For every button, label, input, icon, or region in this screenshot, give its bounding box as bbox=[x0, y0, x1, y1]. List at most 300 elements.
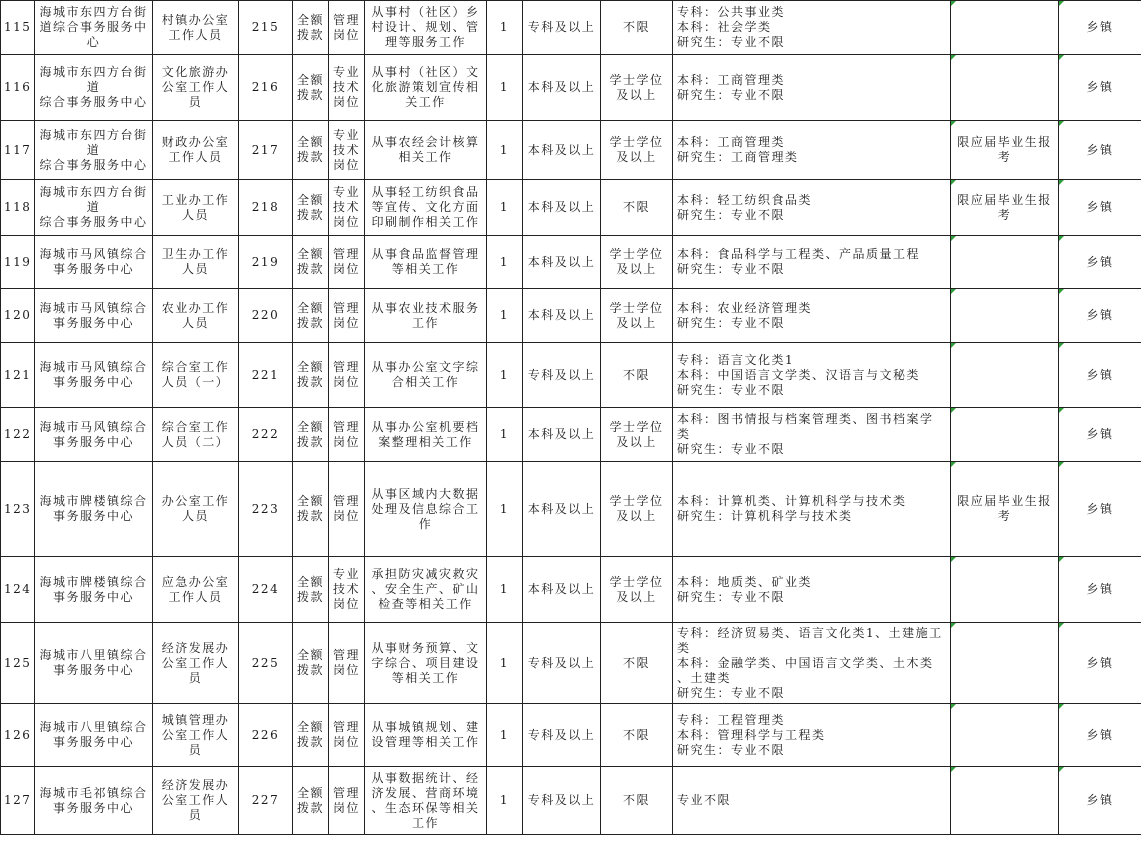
row-number-cell[interactable] bbox=[1, 55, 35, 121]
major-line: 研究生：专业不限 bbox=[677, 315, 786, 330]
education-text: 专科及以上 bbox=[527, 655, 596, 670]
unit-cell[interactable] bbox=[35, 767, 153, 835]
location-cell[interactable] bbox=[1059, 121, 1141, 180]
duty-cell[interactable] bbox=[365, 289, 487, 343]
position-code-cell[interactable] bbox=[239, 557, 293, 623]
funding-cell[interactable] bbox=[293, 55, 329, 121]
other-conditions-cell[interactable] bbox=[951, 557, 1059, 623]
education-text: 专科及以上 bbox=[527, 727, 596, 742]
unit-cell[interactable] bbox=[35, 704, 153, 767]
position-code-cell[interactable] bbox=[239, 623, 293, 704]
duty-line: 工作 bbox=[411, 815, 439, 830]
degree-cell[interactable] bbox=[601, 623, 673, 704]
position-code-text: 219 bbox=[251, 254, 280, 269]
duty-line: 化旅游策划宣传相 bbox=[371, 80, 480, 94]
position-cell[interactable] bbox=[153, 767, 239, 835]
position-code-text: 217 bbox=[251, 142, 280, 157]
education-text: 本科及以上 bbox=[527, 582, 596, 596]
degree-cell[interactable] bbox=[601, 408, 673, 462]
category-cell[interactable] bbox=[329, 289, 365, 343]
position-line: 卫生办工作 bbox=[161, 247, 230, 261]
headcount-cell[interactable] bbox=[487, 408, 523, 462]
major-cell[interactable] bbox=[673, 55, 951, 121]
other-conditions-cell[interactable] bbox=[951, 289, 1059, 343]
headcount-cell[interactable] bbox=[487, 623, 523, 704]
major-line: 类 bbox=[677, 427, 691, 441]
education-cell[interactable] bbox=[523, 408, 601, 462]
location-text: 乡镇 bbox=[1086, 582, 1114, 596]
row-number-cell[interactable] bbox=[1, 121, 35, 180]
position-line: 农业办工作 bbox=[161, 300, 230, 315]
major-cell[interactable] bbox=[673, 623, 951, 704]
funding-line: 全额 bbox=[296, 135, 324, 149]
location-cell[interactable] bbox=[1059, 289, 1141, 343]
education-cell[interactable] bbox=[523, 236, 601, 289]
degree-line: 学士学位 bbox=[609, 72, 664, 87]
position-cell[interactable] bbox=[153, 55, 239, 121]
position-code-cell[interactable] bbox=[239, 180, 293, 236]
row-number-cell[interactable] bbox=[1, 767, 35, 835]
headcount-cell[interactable] bbox=[487, 462, 523, 557]
position-line: 员 bbox=[188, 95, 203, 109]
education-cell[interactable] bbox=[523, 180, 601, 236]
education-text: 专科及以上 bbox=[527, 367, 596, 382]
unit-line: 海城市马风镇综合 bbox=[39, 300, 148, 315]
degree-line: 不限 bbox=[622, 655, 650, 670]
other-conditions-line: 限应届毕业生报 bbox=[957, 135, 1052, 149]
degree-line: 学士学位 bbox=[609, 494, 664, 508]
education-cell[interactable] bbox=[523, 557, 601, 623]
position-cell[interactable] bbox=[153, 236, 239, 289]
funding-cell[interactable] bbox=[293, 767, 329, 835]
education-text: 专科及以上 bbox=[527, 793, 596, 807]
major-cell[interactable] bbox=[673, 408, 951, 462]
table-row bbox=[1, 289, 1141, 343]
other-conditions-cell[interactable] bbox=[951, 408, 1059, 462]
location-text: 乡镇 bbox=[1086, 793, 1114, 807]
position-code-cell[interactable] bbox=[239, 121, 293, 180]
unit-line: 事务服务中心 bbox=[52, 589, 134, 604]
row-number-text: 119 bbox=[4, 254, 32, 269]
table-row bbox=[1, 767, 1141, 835]
funding-cell[interactable] bbox=[293, 1, 329, 55]
duty-line: 从事村（社区）文 bbox=[371, 65, 480, 79]
table-row bbox=[1, 557, 1141, 623]
funding-cell[interactable] bbox=[293, 462, 329, 557]
category-cell[interactable] bbox=[329, 121, 365, 180]
position-code-cell[interactable] bbox=[239, 462, 293, 557]
unit-line: 道综合事务服务中 bbox=[39, 20, 148, 34]
education-cell[interactable] bbox=[523, 704, 601, 767]
funding-line: 拨款 bbox=[296, 375, 324, 389]
degree-cell[interactable] bbox=[601, 55, 673, 121]
education-text: 本科及以上 bbox=[527, 80, 596, 94]
category-cell[interactable] bbox=[329, 55, 365, 121]
category-line: 岗位 bbox=[332, 735, 360, 749]
duty-line: 从事办公室机要档 bbox=[371, 419, 480, 434]
unit-line: 海城市东四方台街 bbox=[39, 185, 148, 199]
degree-line: 学士学位 bbox=[609, 247, 664, 261]
unit-line: 事务服务中心 bbox=[52, 663, 134, 677]
headcount-text: 1 bbox=[499, 793, 510, 807]
duty-cell[interactable] bbox=[365, 55, 487, 121]
row-number-cell[interactable] bbox=[1, 623, 35, 704]
degree-cell[interactable] bbox=[601, 767, 673, 835]
duty-line: 从事数据统计、经 bbox=[371, 770, 480, 785]
major-line: 专科：经济贸易类、语言文化类1、土建施工 bbox=[677, 625, 943, 640]
unit-cell[interactable] bbox=[35, 289, 153, 343]
other-conditions-cell[interactable] bbox=[951, 343, 1059, 408]
major-line: 研究生：计算机科学与技术类 bbox=[677, 509, 853, 523]
position-cell[interactable] bbox=[153, 623, 239, 704]
funding-line: 全额 bbox=[296, 12, 324, 27]
major-line: 专科：工程管理类 bbox=[677, 712, 786, 727]
position-line: 应急办公室 bbox=[161, 574, 230, 589]
location-cell[interactable] bbox=[1059, 180, 1141, 236]
category-line: 技术 bbox=[332, 582, 360, 596]
position-line: 人员 bbox=[181, 207, 209, 222]
location-cell[interactable] bbox=[1059, 55, 1141, 121]
education-cell[interactable] bbox=[523, 289, 601, 343]
unit-line: 道 bbox=[86, 142, 101, 157]
major-line: 本科：食品科学与工程类、产品质量工程 bbox=[677, 247, 921, 261]
major-cell[interactable] bbox=[673, 236, 951, 289]
position-line: 公室工作人 bbox=[161, 793, 230, 807]
degree-cell[interactable] bbox=[601, 704, 673, 767]
row-number-text: 122 bbox=[4, 427, 32, 441]
duty-cell[interactable] bbox=[365, 704, 487, 767]
row-number-cell[interactable] bbox=[1, 704, 35, 767]
position-code-text: 220 bbox=[251, 308, 280, 322]
unit-cell[interactable] bbox=[35, 121, 153, 180]
position-code-cell[interactable] bbox=[239, 408, 293, 462]
degree-line: 及以上 bbox=[616, 509, 657, 523]
location-cell[interactable] bbox=[1059, 343, 1141, 408]
major-cell[interactable] bbox=[673, 180, 951, 236]
funding-line: 全额 bbox=[296, 785, 324, 800]
row-number-cell[interactable] bbox=[1, 289, 35, 343]
major-line: 研究生：工商管理类 bbox=[677, 150, 799, 164]
category-line: 管理 bbox=[332, 720, 360, 734]
education-text: 本科及以上 bbox=[527, 427, 596, 441]
major-cell[interactable] bbox=[673, 289, 951, 343]
category-cell[interactable] bbox=[329, 180, 365, 236]
row-number-text: 120 bbox=[4, 308, 32, 322]
table-row bbox=[1, 121, 1141, 180]
location-cell[interactable] bbox=[1059, 557, 1141, 623]
major-line: 专科：公共事业类 bbox=[677, 5, 786, 19]
unit-line: 综合事务服务中心 bbox=[39, 157, 148, 172]
education-cell[interactable] bbox=[523, 623, 601, 704]
major-line: 专业不限 bbox=[677, 793, 732, 807]
duty-line: 合相关工作 bbox=[391, 375, 460, 389]
unit-line: 综合事务服务中心 bbox=[39, 215, 148, 229]
other-conditions-cell[interactable] bbox=[951, 462, 1059, 557]
education-cell[interactable] bbox=[523, 767, 601, 835]
duty-line: 承担防灾减灾救灾 bbox=[371, 567, 480, 581]
position-code-text: 221 bbox=[251, 367, 280, 382]
funding-cell[interactable] bbox=[293, 623, 329, 704]
position-code-cell[interactable] bbox=[239, 767, 293, 835]
unit-cell[interactable] bbox=[35, 55, 153, 121]
category-line: 管理 bbox=[332, 494, 360, 508]
position-cell[interactable] bbox=[153, 557, 239, 623]
category-cell[interactable] bbox=[329, 557, 365, 623]
other-conditions-cell[interactable] bbox=[951, 55, 1059, 121]
education-text: 本科及以上 bbox=[527, 501, 596, 516]
row-number-text: 116 bbox=[4, 80, 32, 94]
other-conditions-cell[interactable] bbox=[951, 623, 1059, 704]
unit-line: 事务服务中心 bbox=[52, 375, 134, 389]
other-conditions-cell[interactable] bbox=[951, 180, 1059, 236]
other-conditions-cell[interactable] bbox=[951, 767, 1059, 835]
row-number-cell[interactable] bbox=[1, 1, 35, 55]
location-text: 乡镇 bbox=[1086, 308, 1114, 322]
headcount-cell[interactable] bbox=[487, 704, 523, 767]
degree-line: 及以上 bbox=[616, 87, 657, 102]
degree-cell[interactable] bbox=[601, 557, 673, 623]
education-cell[interactable] bbox=[523, 343, 601, 408]
unit-line: 海城市八里镇综合 bbox=[39, 648, 148, 662]
position-line: 人员（一） bbox=[161, 375, 230, 389]
duty-line: 作 bbox=[418, 516, 433, 531]
position-code-text: 222 bbox=[251, 427, 280, 441]
headcount-cell[interactable] bbox=[487, 557, 523, 623]
position-code-cell[interactable] bbox=[239, 343, 293, 408]
position-line: 公室工作人 bbox=[161, 727, 230, 742]
position-code-text: 215 bbox=[251, 20, 280, 34]
unit-cell[interactable] bbox=[35, 623, 153, 704]
position-code-cell[interactable] bbox=[239, 236, 293, 289]
category-cell[interactable] bbox=[329, 236, 365, 289]
headcount-cell[interactable] bbox=[487, 180, 523, 236]
position-line: 工作人员 bbox=[168, 589, 223, 604]
category-cell[interactable] bbox=[329, 462, 365, 557]
position-code-cell[interactable] bbox=[239, 55, 293, 121]
education-cell[interactable] bbox=[523, 1, 601, 55]
unit-cell[interactable] bbox=[35, 557, 153, 623]
position-cell[interactable] bbox=[153, 408, 239, 462]
position-line: 人员 bbox=[181, 509, 209, 523]
position-cell[interactable] bbox=[153, 180, 239, 236]
unit-cell[interactable] bbox=[35, 343, 153, 408]
other-conditions-line: 限应届毕业生报 bbox=[957, 494, 1052, 508]
major-cell[interactable] bbox=[673, 704, 951, 767]
category-line: 管理 bbox=[332, 12, 360, 27]
unit-cell[interactable] bbox=[35, 180, 153, 236]
position-cell[interactable] bbox=[153, 704, 239, 767]
funding-cell[interactable] bbox=[293, 408, 329, 462]
major-cell[interactable] bbox=[673, 121, 951, 180]
education-cell[interactable] bbox=[523, 55, 601, 121]
headcount-cell[interactable] bbox=[487, 289, 523, 343]
headcount-text: 1 bbox=[499, 200, 510, 214]
table-row bbox=[1, 704, 1141, 767]
funding-cell[interactable] bbox=[293, 121, 329, 180]
duty-cell[interactable] bbox=[365, 462, 487, 557]
funding-cell[interactable] bbox=[293, 180, 329, 236]
unit-cell[interactable] bbox=[35, 408, 153, 462]
education-text: 本科及以上 bbox=[527, 142, 596, 157]
duty-cell[interactable] bbox=[365, 121, 487, 180]
position-line: 经济发展办 bbox=[161, 640, 230, 655]
headcount-text: 1 bbox=[499, 254, 510, 269]
category-line: 专业 bbox=[332, 567, 360, 581]
duty-cell[interactable] bbox=[365, 408, 487, 462]
category-cell[interactable] bbox=[329, 623, 365, 704]
funding-line: 拨款 bbox=[296, 27, 324, 42]
duty-cell[interactable] bbox=[365, 1, 487, 55]
degree-line: 学士学位 bbox=[609, 419, 664, 434]
position-cell[interactable] bbox=[153, 462, 239, 557]
other-conditions-cell[interactable] bbox=[951, 236, 1059, 289]
category-line: 管理 bbox=[332, 300, 360, 315]
other-conditions-cell[interactable] bbox=[951, 121, 1059, 180]
position-code-text: 224 bbox=[251, 582, 280, 596]
funding-cell[interactable] bbox=[293, 236, 329, 289]
duty-cell[interactable] bbox=[365, 180, 487, 236]
row-number-cell[interactable] bbox=[1, 408, 35, 462]
position-cell[interactable] bbox=[153, 121, 239, 180]
row-number-cell[interactable] bbox=[1, 180, 35, 236]
funding-line: 拨款 bbox=[296, 87, 324, 102]
row-number-cell[interactable] bbox=[1, 557, 35, 623]
row-number-cell[interactable] bbox=[1, 462, 35, 557]
major-cell[interactable] bbox=[673, 557, 951, 623]
row-number-cell[interactable] bbox=[1, 343, 35, 408]
degree-cell[interactable] bbox=[601, 180, 673, 236]
location-cell[interactable] bbox=[1059, 704, 1141, 767]
degree-cell[interactable] bbox=[601, 121, 673, 180]
funding-line: 全额 bbox=[296, 192, 324, 207]
location-cell[interactable] bbox=[1059, 462, 1141, 557]
duty-line: 村设计、规划、管 bbox=[371, 20, 480, 34]
category-line: 技术 bbox=[332, 142, 360, 157]
position-code-cell[interactable] bbox=[239, 1, 293, 55]
headcount-cell[interactable] bbox=[487, 343, 523, 408]
location-cell[interactable] bbox=[1059, 767, 1141, 835]
education-cell[interactable] bbox=[523, 462, 601, 557]
major-line: 研究生：专业不限 bbox=[677, 35, 786, 49]
education-text: 本科及以上 bbox=[527, 308, 596, 322]
row-number-cell[interactable] bbox=[1, 236, 35, 289]
unit-cell[interactable] bbox=[35, 462, 153, 557]
category-cell[interactable] bbox=[329, 343, 365, 408]
major-cell[interactable] bbox=[673, 767, 951, 835]
unit-line: 综合事务服务中心 bbox=[39, 95, 148, 109]
funding-cell[interactable] bbox=[293, 289, 329, 343]
headcount-text: 1 bbox=[499, 427, 510, 441]
degree-line: 及以上 bbox=[616, 589, 657, 604]
position-code-text: 227 bbox=[251, 793, 280, 807]
funding-line: 拨款 bbox=[296, 262, 324, 276]
duty-line: 关工作 bbox=[405, 95, 446, 109]
position-line: 员 bbox=[188, 670, 203, 685]
headcount-cell[interactable] bbox=[487, 767, 523, 835]
position-cell[interactable] bbox=[153, 289, 239, 343]
other-conditions-cell[interactable] bbox=[951, 704, 1059, 767]
unit-line: 海城市马风镇综合 bbox=[39, 360, 148, 374]
degree-cell[interactable] bbox=[601, 343, 673, 408]
row-number-text: 127 bbox=[4, 793, 32, 807]
funding-line: 拨款 bbox=[296, 800, 324, 815]
position-line: 文化旅游办 bbox=[161, 65, 230, 79]
position-cell[interactable] bbox=[153, 1, 239, 55]
major-line: 研究生：专业不限 bbox=[677, 207, 786, 222]
unit-cell[interactable] bbox=[35, 236, 153, 289]
category-line: 岗位 bbox=[332, 800, 360, 815]
major-line: 本科：工商管理类 bbox=[677, 135, 786, 149]
duty-cell[interactable] bbox=[365, 557, 487, 623]
position-line: 综合室工作 bbox=[161, 419, 230, 434]
category-line: 管理 bbox=[332, 648, 360, 662]
table-row bbox=[1, 55, 1141, 121]
category-line: 岗位 bbox=[332, 434, 360, 449]
category-cell[interactable] bbox=[329, 767, 365, 835]
major-cell[interactable] bbox=[673, 462, 951, 557]
position-code-cell[interactable] bbox=[239, 704, 293, 767]
unit-line: 海城市东四方台街 bbox=[39, 5, 148, 19]
unit-line: 事务服务中心 bbox=[52, 315, 134, 330]
degree-line: 学士学位 bbox=[609, 300, 664, 315]
other-conditions-cell[interactable] bbox=[951, 1, 1059, 55]
major-line: 专科：语言文化类1 bbox=[677, 352, 795, 367]
headcount-cell[interactable] bbox=[487, 55, 523, 121]
duty-line: 案整理相关工作 bbox=[378, 434, 473, 449]
location-cell[interactable] bbox=[1059, 236, 1141, 289]
headcount-text: 1 bbox=[499, 142, 510, 157]
category-cell[interactable] bbox=[329, 1, 365, 55]
headcount-cell[interactable] bbox=[487, 121, 523, 180]
duty-cell[interactable] bbox=[365, 767, 487, 835]
degree-cell[interactable] bbox=[601, 462, 673, 557]
location-cell[interactable] bbox=[1059, 623, 1141, 704]
category-cell[interactable] bbox=[329, 704, 365, 767]
table-row bbox=[1, 343, 1141, 408]
degree-cell[interactable] bbox=[601, 289, 673, 343]
category-line: 专业 bbox=[332, 127, 360, 142]
duty-cell[interactable] bbox=[365, 623, 487, 704]
location-cell[interactable] bbox=[1059, 408, 1141, 462]
duty-line: 检查等相关工作 bbox=[378, 597, 473, 611]
duty-cell[interactable] bbox=[365, 236, 487, 289]
funding-line: 拨款 bbox=[296, 589, 324, 604]
headcount-text: 1 bbox=[499, 80, 510, 94]
funding-line: 拨款 bbox=[296, 315, 324, 330]
degree-cell[interactable] bbox=[601, 1, 673, 55]
funding-cell[interactable] bbox=[293, 557, 329, 623]
duty-cell[interactable] bbox=[365, 343, 487, 408]
unit-line: 海城市东四方台街 bbox=[39, 65, 148, 79]
category-cell[interactable] bbox=[329, 408, 365, 462]
position-code-cell[interactable] bbox=[239, 289, 293, 343]
education-cell[interactable] bbox=[523, 121, 601, 180]
location-cell[interactable] bbox=[1059, 1, 1141, 55]
degree-cell[interactable] bbox=[601, 236, 673, 289]
unit-line: 海城市毛祁镇综合 bbox=[39, 785, 148, 800]
unit-cell[interactable] bbox=[35, 1, 153, 55]
funding-cell[interactable] bbox=[293, 704, 329, 767]
headcount-cell[interactable] bbox=[487, 1, 523, 55]
other-conditions-line: 限应届毕业生报 bbox=[957, 192, 1052, 207]
table-row bbox=[1, 462, 1141, 557]
position-cell[interactable] bbox=[153, 343, 239, 408]
duty-line: 从事农经会计核算 bbox=[371, 135, 480, 149]
major-cell[interactable] bbox=[673, 343, 951, 408]
headcount-cell[interactable] bbox=[487, 236, 523, 289]
funding-cell[interactable] bbox=[293, 343, 329, 408]
major-cell[interactable] bbox=[673, 1, 951, 55]
